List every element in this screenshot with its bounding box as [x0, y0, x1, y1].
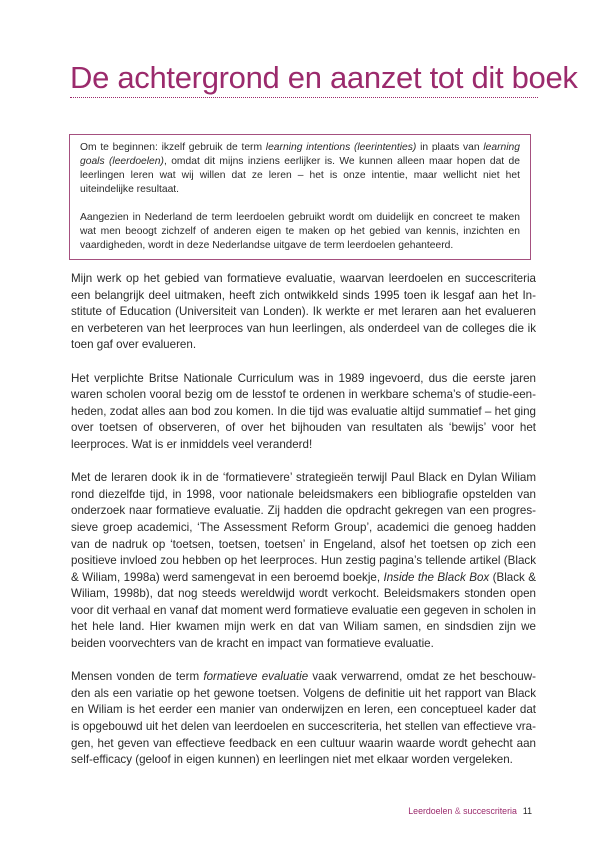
- body-paragraph: Met de leraren dook ik in de ‘formatievere’ strategieën terwijl Paul Black en Dylan Wiliam rond diezelfde tijd, in 1998, voor nationale beleidsmakers een bibliografie opstelden van onderzoek naar formatieve evaluatie. Zij hadden die opdracht gekregen van een progressieve groep academici, ‘The Assessment Reform Group’, academici die genoeg hadden van de nadruk op ‘toetsen, toetsen, toetsen’ in Engeland, alsof het toetsen op zich een positieve invloed zou hebben op het leerproces. Hun zestig pagina’s tellende artikel (Black & Wiliam, 1998a) werd samengevat in een beroemd boekje, Inside the Black Box (Black & Wiliam, 1998b), dat nog steeds wereldwijd wordt verkocht. Beleidsmakers stonden open voor dit verhaal en vanaf dat moment werd formatieve evaluatie een gegeven in scholen in het hele land. Hier kwamen mijn werk en dat van Wiliam samen, en sindsdien zijn we beiden voorvechters van de kracht en impact van formatieve evaluatie.: [71, 471, 537, 651]
- italic-term: learning intentions (leerintenties): [265, 142, 417, 153]
- page-title: De achtergrond en aanzet tot dit boek: [70, 60, 538, 98]
- page-footer: [408, 806, 532, 816]
- body-paragraph: Mijn werk op het gebied van formatieve evaluatie, waarvan leerdoelen en succescriteria een belangrijk deel uitmaken, heeft zich ontwikkeld sinds 1995 toen ik lesgaf aan het Institute of Education (Universiteit van Londen). Ik werkte er met leraren aan het evalueren en verbeteren van het leerproces van hun leerlingen, als onderdeel van de colleges die ik toen gaf over evalueren.: [71, 272, 536, 352]
- italic-term: learning goals (leerdoelen): [80, 142, 520, 167]
- running-title-ampersand: &: [452, 806, 464, 816]
- italic-term: formatieve evaluatie: [203, 670, 309, 684]
- note-paragraph: Om te beginnen: ikzelf gebruik de term learning intentions (leerintenties) in plaats van learning goals (leerdoelen), omdat dit mijns inziens eerlijker is. We kunnen alleen maar hopen dat de leerlingen leren wat wij willen dat ze leren – het is onze intentie, maar wellicht niet het uiteindelijke resultaat.: [80, 142, 520, 195]
- running-title-subtitle: succescriteria: [463, 806, 517, 816]
- note-paragraph: Aangezien in Nederland de term leerdoelen gebruikt wordt om duidelijk en concreet te maken wat men beoogt zichzelf of anderen eigen te maken op het gebied van kennis, inzichten en vaardigheden, wordt in deze Nederlandse uitgave de term leerdoelen gehanteerd.: [80, 212, 520, 251]
- intro-note-box: [69, 134, 531, 260]
- body-text: [71, 271, 536, 785]
- body-paragraph: Mensen vonden de term formatieve evaluatie vaak verwarrend, omdat ze het beschouwden als een variatie op het gewone toetsen. Volgens de definitie uit het rapport van Black en Wiliam is het eerder een manier van onderwijzen en leren, een conceptueel kader dat is opgebouwd uit het delen van leerdoelen en succescriteria, het stellen van effectieve vragen, het geven van effectieve feedback en een cultuur waarin waarde wordt gehecht aan self-efficacy (geloof in eigen kunnen) en leerlingen niet met elkaar worden vergeleken.: [71, 670, 536, 767]
- page-number: 11: [522, 806, 532, 816]
- italic-term: Inside the Black Box: [383, 570, 490, 584]
- running-title: Leerdoelen: [408, 806, 453, 816]
- body-paragraph: Het verplichte Britse Nationale Curriculum was in 1989 ingevoerd, dus die eerste jaren waren scholen vooral bezig om de lesstof te ordenen in werkbare schema’s of studie-eenheden, zodat alles aan bod zou komen. In die tijd was evaluatie altijd summatief – het ging over toetsen of observeren, of over het bijhouden van resultaten als ‘bewijs’ voor het leerproces. Wat is er inmiddels veel veranderd!: [71, 371, 536, 451]
